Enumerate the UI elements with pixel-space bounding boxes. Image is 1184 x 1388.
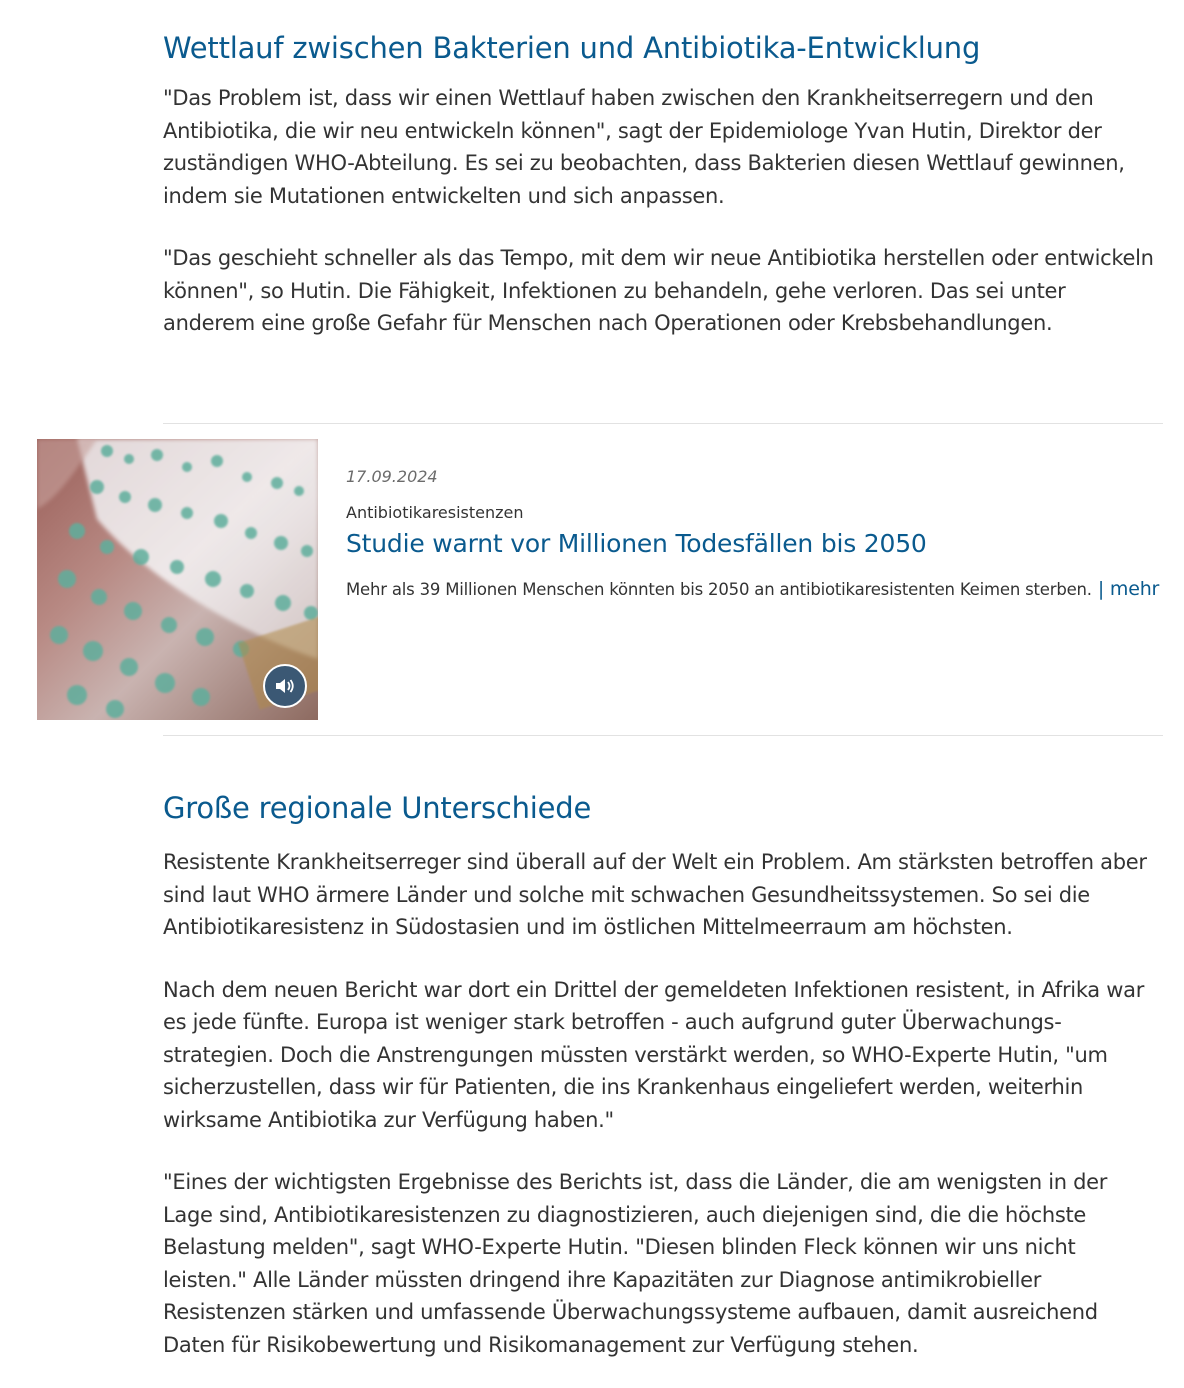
section-heading: Große regionale Unterschiede: [163, 791, 592, 825]
more-link[interactable]: | mehr: [1097, 578, 1160, 600]
section-heading: Wettlauf zwischen Bakterien und Antibiotika-Entwicklung: [163, 31, 981, 65]
teaser-headline-link[interactable]: Studie warnt vor Millionen Todesfällen bis 2050: [346, 529, 927, 558]
audio-speaker-icon: [274, 677, 296, 695]
teaser-text: [346, 575, 1162, 604]
teaser-topline: Antibiotikaresistenzen: [346, 503, 524, 522]
divider: [163, 423, 1163, 424]
teaser-date: 17.09.2024: [346, 467, 438, 486]
paragraph: Nach dem neuen Bericht war dort ein Drittel der gemeldeten Infektionen resistent, in Afrika war es jede fünfte. Europa ist weniger stark betroffen - auch aufgrund guter Überwachungs-strategien. Doch die Anstrengungen müssten verstärkt werden, so WHO-Experte Hutin, "um sicherzustellen, dass wir für Patienten, die ins Krankenhaus eingeliefert werden, weiterhin wirksame Antibiotika zur Verfügung haben.": [163, 977, 1145, 1132]
audio-button[interactable]: [263, 664, 307, 708]
paragraph: "Eines der wichtigsten Ergebnisse des Berichts ist, dass die Länder, die am wenigsten in der Lage sind, Antibiotikaresistenzen zu diagnostizieren, auch diejenigen sind, die die höchste Belastung melden", sagt WHO-Experte Hutin. "Diesen blinden Fleck können wir uns nicht leisten." Alle Länder müssten dringend ihre Kapazitäten zur Diagnose antimikrobieller Resistenzen stärken und umfassende Überwachungssysteme aufbauen, damit ausreichend Daten für Risikobewertung und Risikomanagement zur Verfügung stehen.: [163, 1170, 1108, 1357]
paragraph: "Das geschieht schneller als das Tempo, mit dem wir neue Antibiotika herstellen oder entwickeln können", so Hutin. Die Fähigkeit, Infektionen zu behandeln, gehe verloren. Das sei unter anderem eine große Gefahr für Menschen nach Operationen oder Krebsbehandlungen.: [163, 246, 1154, 335]
section-race: [163, 30, 1163, 340]
divider: [163, 735, 1163, 736]
teaser: [346, 466, 1162, 604]
section-regional: [163, 790, 1163, 1361]
paragraph: Resistente Krankheitserreger sind überall auf der Welt ein Problem. Am stärksten betroffen aber sind laut WHO ärmere Länder und solche mit schwachen Gesundheitssystemen. So sei die Antibiotikaresistenz in Südostasien und im östlichen Mittelmeerraum am höchsten.: [163, 850, 1147, 939]
paragraph: "Das Problem ist, dass wir einen Wettlauf haben zwischen den Krankheitserregern und den Antibiotika, die wir neu entwickeln können", sagt der Epidemiologe Yvan Hutin, Direktor der zuständigen WHO-Abteilung. Es sei zu beobachten, dass Bakterien diesen Wettlauf gewinnen, indem sie Mutationen entwickelten und sich anpassen.: [163, 86, 1125, 208]
teaser-summary: Mehr als 39 Millionen Menschen könnten bis 2050 an antibiotikaresistenten Keimen sterben.: [346, 580, 1092, 599]
